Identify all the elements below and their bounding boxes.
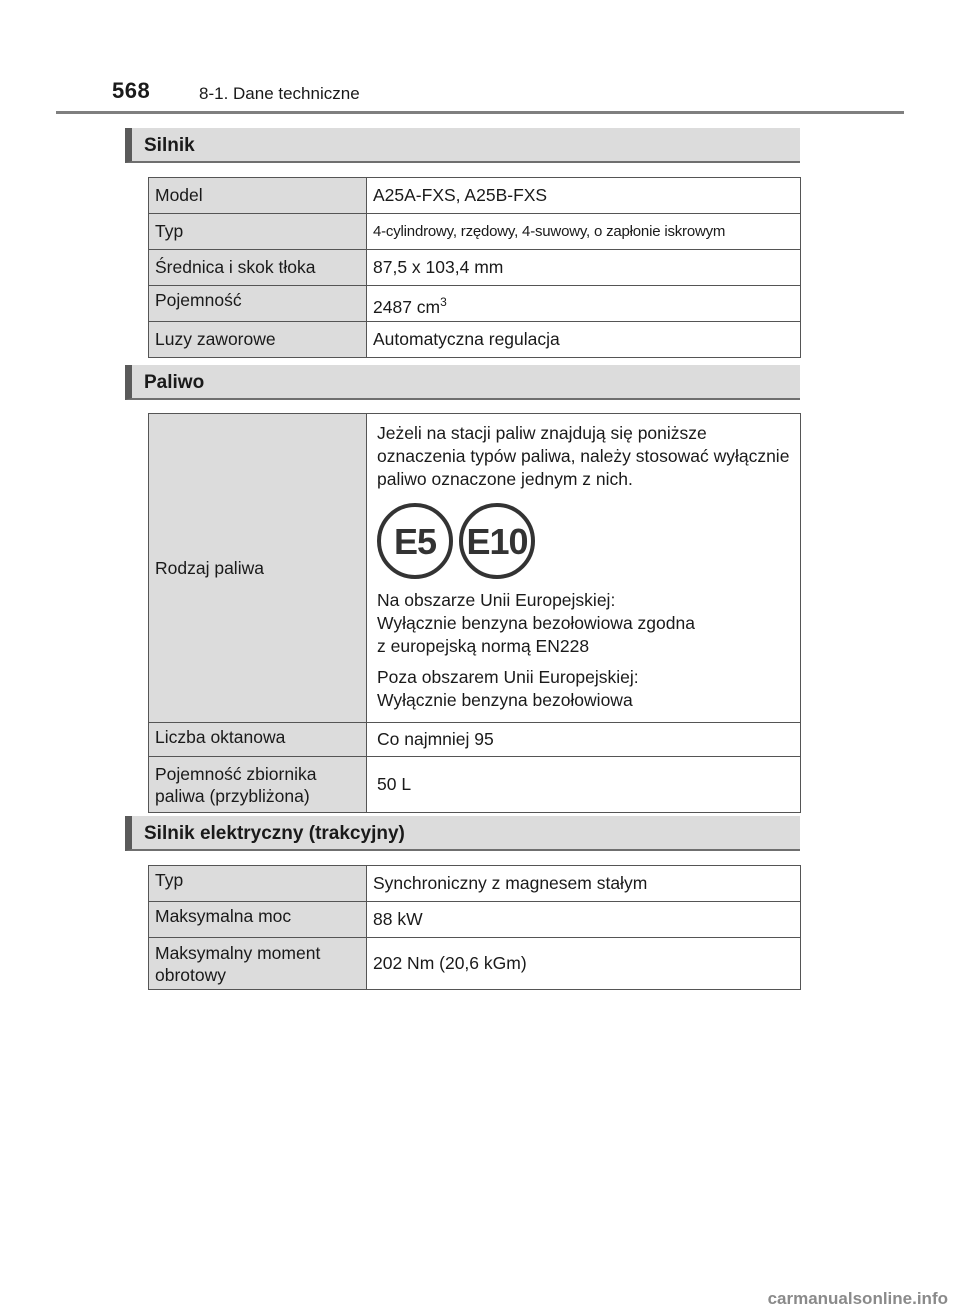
non-eu-text: Wyłącznie benzyna bezołowiowa — [377, 690, 633, 710]
table-row — [149, 178, 801, 214]
table-row — [149, 322, 801, 358]
label-line: Maksymalny moment — [155, 942, 321, 963]
table-row — [149, 866, 801, 902]
section-engine-heading — [125, 128, 800, 163]
row-value: 50 L — [367, 757, 801, 813]
row-label: Liczba oktanowa — [149, 723, 367, 757]
label-line: obrotowy — [155, 964, 227, 985]
row-label: Średnica i skok tłoka — [149, 250, 367, 286]
non-eu-heading: Poza obszarem Unii Europejskiej: — [377, 667, 639, 687]
row-label — [149, 938, 367, 990]
row-label: Rodzaj paliwa — [149, 414, 367, 723]
header-rule — [56, 111, 904, 114]
table-row — [149, 286, 801, 322]
table-row — [149, 757, 801, 813]
row-label: Model — [149, 178, 367, 214]
fuel-spec-table — [148, 413, 801, 813]
row-label: Typ — [149, 866, 367, 902]
fuel-badge-e5-icon: E5 — [377, 503, 453, 579]
table-row — [149, 250, 801, 286]
row-value: 4-cylindrowy, rzędowy, 4-suwowy, o zapłonie iskrowym — [367, 214, 801, 250]
fuel-badge-e10-icon: E10 — [459, 503, 535, 579]
row-value: 202 Nm (20,6 kGm) — [367, 938, 801, 990]
label-line: paliwa (przybliżona) — [155, 785, 310, 806]
eu-heading: Na obszarze Unii Europejskiej: — [377, 590, 616, 610]
row-label: Typ — [149, 214, 367, 250]
row-value: A25A-FXS, A25B-FXS — [367, 178, 801, 214]
superscript: 3 — [440, 295, 447, 310]
chapter-title: 8-1. Dane techniczne — [199, 84, 360, 103]
page-number: 568 — [112, 78, 151, 103]
row-value: Automatyczna regulacja — [367, 322, 801, 358]
row-value: 87,5 x 103,4 mm — [367, 250, 801, 286]
section-motor-heading — [125, 816, 800, 851]
motor-spec-table — [148, 865, 801, 990]
label-line: Pojemność zbiornika — [155, 763, 317, 784]
row-label: Maksymalna moc — [149, 902, 367, 938]
row-value: Synchroniczny z magnesem stałym — [367, 866, 801, 902]
table-row — [149, 938, 801, 990]
row-label: Pojemność — [149, 286, 367, 322]
displacement-value: 2487 cm — [373, 296, 441, 317]
watermark: carmanualsonline.info — [767, 1289, 948, 1308]
row-label — [149, 757, 367, 813]
page-header — [0, 0, 960, 120]
section-title: Paliwo — [144, 372, 205, 393]
row-value: 88 kW — [367, 902, 801, 938]
table-row — [149, 902, 801, 938]
engine-spec-table — [148, 177, 801, 358]
table-row — [149, 214, 801, 250]
section-title: Silnik elektryczny (trakcyjny) — [144, 823, 405, 844]
table-row — [149, 723, 801, 757]
row-value: Co najmniej 95 — [367, 723, 801, 757]
fuel-type-cell — [367, 414, 801, 723]
table-row — [149, 414, 801, 723]
section-fuel-heading — [125, 365, 800, 400]
eu-line1: Wyłącznie benzyna bezołowiowa zgodna — [377, 613, 695, 633]
fuel-badges — [377, 503, 790, 579]
section-title: Silnik — [144, 135, 195, 156]
row-label: Luzy zaworowe — [149, 322, 367, 358]
eu-line2: z europejską normą EN228 — [377, 636, 590, 656]
row-value — [367, 286, 801, 322]
fuel-intro: Jeżeli na stacji paliw znajdują się poniższe oznaczenia typów paliwa, należy stosować wyłącznie paliwo oznaczone jednym z nich. — [377, 423, 790, 489]
